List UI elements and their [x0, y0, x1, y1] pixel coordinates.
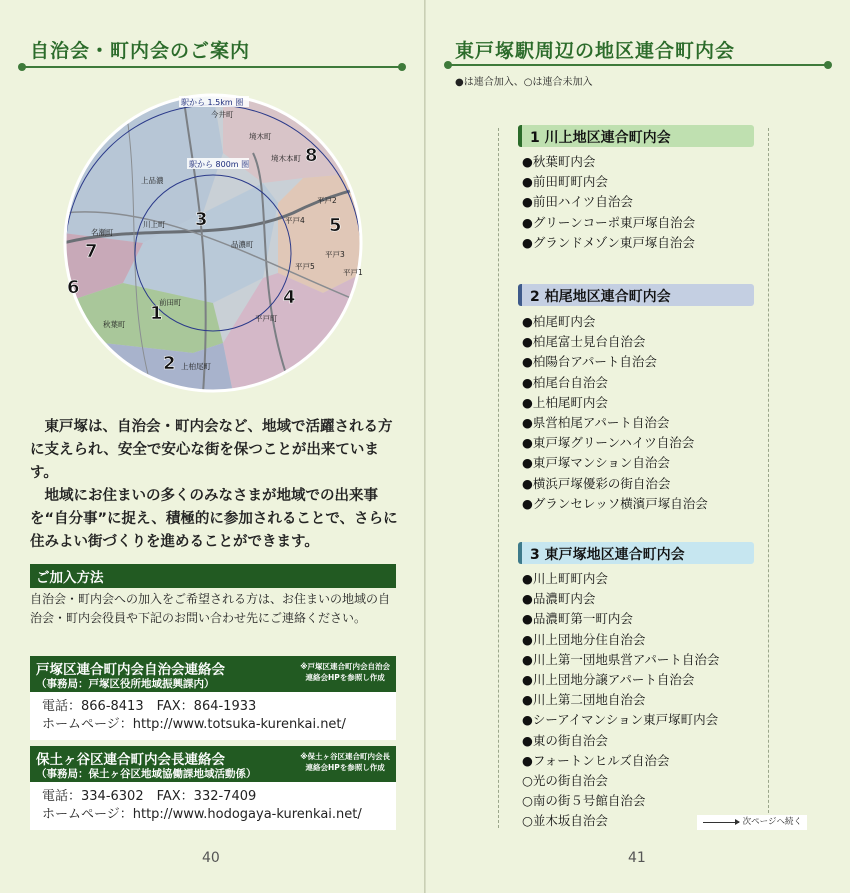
join-text: 自治会・町内会への加入をご希望される方は、お住まいの地域の自治会・町内会役員や下記のお問い合わせ先にご連絡ください。 [30, 592, 391, 625]
page-number-right: 41 [628, 850, 646, 866]
contact-title: 戸塚区連合町内会自治会連絡会 [36, 662, 225, 678]
list-item: ●県営柏尾アパート自治会 [522, 415, 670, 431]
list-item: ○光の街自治会 [522, 773, 608, 789]
list-item: ●前田町町内会 [522, 174, 608, 190]
place-label: 秋葉町 [103, 320, 126, 329]
place-label: 前田町 [159, 298, 182, 307]
contact-title: 保土ヶ谷区連合町内会長連絡会 [36, 752, 225, 768]
district-number-3: 3 [195, 209, 208, 230]
place-label: 平戸4 [285, 216, 305, 225]
list-item: ○並木坂自治会 [522, 813, 608, 829]
contact-note-line: 連絡会HPを参照し作成 [305, 763, 385, 772]
contact-note-line: 連絡会HPを参照し作成 [305, 673, 385, 682]
district-number-7: 7 [85, 241, 98, 262]
contact-note-line: ※保土ヶ谷区連合町内会長 [300, 752, 390, 761]
group-list-higashitotsuka [522, 569, 719, 832]
list-item: ●東戸塚マンション自治会 [522, 455, 670, 471]
district-map-svg [63, 93, 363, 393]
list-item: ●前田ハイツ自治会 [522, 194, 633, 210]
contact-website-link[interactable]: ホームページ：http://www.hodogaya-kurenkai.net/ [42, 807, 362, 822]
district-number-8: 8 [305, 145, 318, 166]
intro-paragraph-1: 東戸塚は、自治会・町内会など、地域で活躍される方に支えられ、安全で安心な街を保つことが出来ています。 [30, 419, 393, 481]
title-rule [22, 66, 400, 68]
contact-body-totsuka [30, 692, 396, 740]
title-rule-right [448, 64, 828, 66]
contact-office: （事務局：戸塚区役所地域振興課内） [36, 678, 215, 690]
place-label: 川上町 [143, 220, 166, 229]
list-item: ●シーアイマンション東戸塚町内会 [522, 712, 719, 728]
page-number-left: 40 [202, 850, 220, 866]
list-item: ●グランセレッソ横濱戸塚自治会 [522, 495, 708, 511]
contact-header-totsuka [30, 656, 396, 692]
guide-line-left [498, 128, 499, 828]
district-number-4: 4 [283, 287, 296, 308]
join-heading: ご加入方法 [30, 564, 396, 588]
list-item: ●グランドメゾン東戸塚自治会 [522, 234, 695, 250]
contact-phone: 電話：334-6302 FAX：332-7409 [42, 789, 257, 804]
list-item: ●東の街自治会 [522, 732, 608, 748]
district-number-2: 2 [163, 353, 176, 374]
district-map [63, 93, 363, 393]
intro-text [30, 416, 402, 554]
ring-outer-label: 駅から 1.5km 圏 [181, 98, 244, 107]
rule-dot-left [444, 61, 452, 69]
list-item: ○南の街５号館自治会 [522, 793, 646, 809]
contact-office: （事務局：保土ヶ谷区地域協働課地域活動係） [36, 768, 257, 780]
guide-line-right [768, 128, 769, 828]
list-item: ●柏陽台アパート自治会 [522, 354, 657, 370]
list-item: ●品濃町内会 [522, 591, 596, 607]
place-label: 名瀬町 [91, 228, 114, 237]
rule-dot-left [18, 63, 26, 71]
contact-body-hodogaya [30, 782, 396, 830]
intro-paragraph-2: 地域にお住まいの多くのみなさまが地域での出来事を“自分事”に捉え、積極的に参加されることで、さらに住みよい街づくりを進めることができます。 [30, 488, 398, 550]
group-heading-higashitotsuka: 3 東戸塚地区連合町内会 [518, 542, 754, 564]
contact-note [300, 661, 390, 683]
place-label: 境木町 [249, 132, 272, 141]
place-label: 上柏尾町 [181, 362, 211, 371]
list-item: ●柏尾台自治会 [522, 374, 608, 390]
list-item: ●柏尾富士見台自治会 [522, 334, 646, 350]
list-item: ●品濃町第一町内会 [522, 611, 633, 627]
list-item: ●川上第一団地県営アパート自治会 [522, 651, 720, 667]
membership-legend: ●は連合加入、○は連合未加入 [455, 77, 593, 88]
place-label: 平戸5 [295, 262, 315, 271]
rule-dot-right [398, 63, 406, 71]
district-number-6: 6 [67, 277, 80, 298]
place-label: 今井町 [211, 110, 234, 119]
contact-note-line: ※戸塚区連合町内会自治会 [300, 662, 390, 671]
group-list-kashio [522, 312, 708, 514]
list-item: ●柏尾町内会 [522, 314, 596, 329]
list-item: ●秋葉町内会 [522, 154, 596, 169]
district-number-5: 5 [329, 215, 342, 236]
list-item: ●東戸塚グリーンハイツ自治会 [522, 435, 695, 451]
list-item: ●川上町町内会 [522, 571, 608, 586]
continue-next-page [697, 815, 807, 830]
list-item: ●川上第二団地自治会 [522, 692, 646, 708]
group-heading-kawakami: 1 川上地区連合町内会 [518, 125, 754, 147]
list-item: ●フォートンヒルズ自治会 [522, 752, 670, 768]
list-item: ●グリーンコーポ東戸塚自治会 [522, 214, 696, 230]
arrow-right-icon [703, 822, 739, 823]
contact-website-link[interactable]: ホームページ：http://www.totsuka-kurenkai.net/ [42, 717, 346, 732]
place-label: 平戸1 [343, 268, 363, 277]
contact-note [300, 751, 390, 773]
group-list-kawakami [522, 152, 695, 253]
ring-inner-label: 駅から 800m 圏 [189, 160, 250, 169]
contact-header-hodogaya [30, 746, 396, 782]
contact-phone: 電話：866-8413 FAX：864-1933 [42, 699, 257, 714]
place-label: 平戸3 [325, 250, 345, 259]
list-item: ●横浜戸塚優彩の街自治会 [522, 475, 671, 491]
place-label: 平戸2 [317, 196, 337, 205]
rule-dot-right [824, 61, 832, 69]
place-label: 平戸町 [255, 314, 278, 323]
place-label: 品濃町 [231, 240, 254, 249]
list-item: ●上柏尾町内会 [522, 394, 608, 410]
group-heading-kashio: 2 柏尾地区連合町内会 [518, 284, 754, 306]
district-number-1: 1 [150, 303, 163, 324]
page-title-right: 東戸塚駅周辺の地区連合町内会 [455, 40, 736, 62]
continue-label: 次ページへ続く [742, 817, 802, 827]
place-label: 上品濃 [141, 176, 164, 185]
list-item: ●川上団地分住自治会 [522, 631, 646, 647]
list-item: ●川上団地分譲アパート自治会 [522, 672, 695, 688]
page-title: 自治会・町内会のご案内 [30, 40, 251, 62]
place-label: 境木本町 [271, 154, 301, 163]
